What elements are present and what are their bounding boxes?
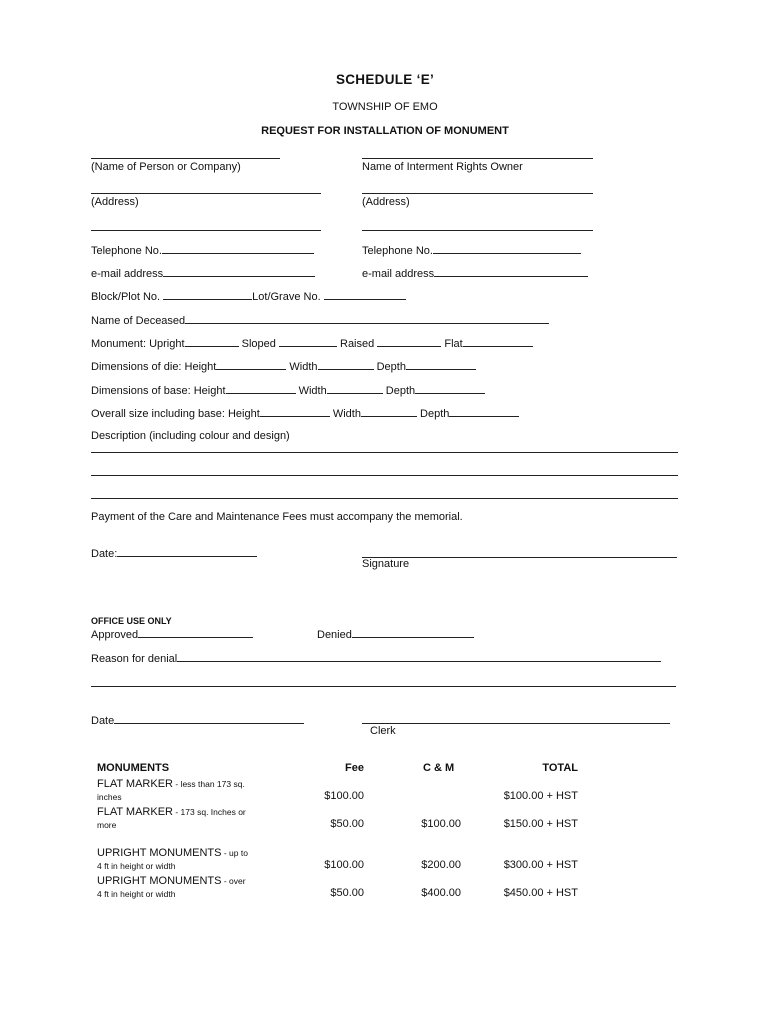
office-use-title: OFFICE USE ONLY — [91, 616, 172, 626]
clerk-line[interactable] — [362, 723, 670, 724]
description-label: Description (including colour and design) — [91, 430, 290, 442]
approved-input[interactable] — [138, 627, 253, 638]
total-cell: $100.00 + HST — [503, 790, 578, 802]
office-date-field[interactable] — [91, 713, 304, 727]
raised-label: Raised — [340, 338, 375, 350]
fee-cell: $100.00 — [324, 790, 364, 802]
overall-size-row — [91, 406, 519, 420]
owner-address-line-2[interactable] — [362, 230, 593, 231]
deceased-label: Name of Deceased — [91, 315, 186, 327]
denied-input[interactable] — [352, 627, 474, 638]
monument-detail-cont: more — [97, 820, 117, 830]
owner-address-label: (Address) — [362, 196, 410, 208]
monument-detail: - up to — [221, 848, 248, 858]
deceased-input[interactable] — [185, 313, 549, 324]
applicant-address-label: (Address) — [91, 196, 139, 208]
col-header-fee: Fee — [345, 762, 364, 774]
applicant-email-label: e-mail address — [91, 268, 164, 280]
approved-field[interactable] — [91, 627, 253, 641]
form-title: SCHEDULE ‘E’ — [335, 72, 435, 87]
approved-label: Approved — [91, 629, 139, 641]
description-line-1[interactable] — [91, 452, 678, 453]
overall-height-label: Overall size including base: Height — [91, 408, 260, 420]
table-row — [97, 778, 245, 790]
total-cell: $300.00 + HST — [503, 859, 578, 871]
applicant-address-line-2[interactable] — [91, 230, 321, 231]
owner-email-field[interactable] — [362, 266, 588, 280]
deceased-row — [91, 313, 549, 327]
township-name: TOWNSHIP OF EMO — [332, 101, 438, 113]
monument-detail-cont: inches — [97, 792, 122, 802]
owner-telephone-label: Telephone No. — [362, 245, 433, 257]
reason-label: Reason for denial — [91, 653, 178, 665]
date-label: Date: — [91, 548, 118, 560]
die-height-input[interactable] — [216, 359, 286, 370]
base-dimensions-row — [91, 383, 485, 397]
lot-grave-label: Lot/Grave No. — [252, 291, 321, 303]
overall-height-input[interactable] — [260, 406, 330, 417]
col-header-monuments: MONUMENTS — [97, 762, 170, 774]
monument-detail: - over — [221, 876, 246, 886]
owner-name-label: Name of Interment Rights Owner — [362, 161, 523, 173]
office-date-label: Date — [91, 715, 115, 727]
flat-input[interactable] — [463, 336, 533, 347]
fee-cell: $50.00 — [330, 818, 364, 830]
owner-name-line[interactable] — [362, 158, 593, 159]
die-width-input[interactable] — [318, 359, 374, 370]
monument-upright-label: Monument: Upright — [91, 338, 185, 350]
reason-line-2[interactable] — [91, 686, 676, 687]
base-height-label: Dimensions of base: Height — [91, 385, 226, 397]
die-depth-label: Depth — [376, 361, 406, 373]
base-depth-label: Depth — [385, 385, 416, 397]
clerk-label: Clerk — [370, 725, 396, 737]
date-field[interactable] — [91, 546, 257, 560]
monument-detail: - 173 sq. Inches or — [173, 807, 246, 817]
die-height-label: Dimensions of die: Height — [91, 361, 217, 373]
reason-field[interactable] — [91, 651, 661, 665]
total-cell: $450.00 + HST — [503, 887, 578, 899]
owner-email-input[interactable] — [434, 266, 588, 277]
raised-input[interactable] — [377, 336, 441, 347]
applicant-name-line[interactable] — [91, 158, 280, 159]
applicant-address-line[interactable] — [91, 193, 321, 194]
owner-address-line[interactable] — [362, 193, 593, 194]
plot-row — [91, 289, 406, 303]
table-row — [97, 875, 246, 887]
fee-cell: $100.00 — [324, 859, 364, 871]
die-depth-input[interactable] — [406, 359, 476, 370]
applicant-name-label: (Name of Person or Company) — [91, 161, 241, 173]
signature-line[interactable] — [362, 557, 677, 558]
denied-label: Denied — [317, 629, 352, 641]
description-line-2[interactable] — [91, 475, 678, 476]
base-depth-input[interactable] — [415, 383, 485, 394]
base-height-input[interactable] — [226, 383, 296, 394]
monument-name: UPRIGHT MONUMENTS — [97, 847, 222, 859]
reason-input[interactable] — [177, 651, 661, 662]
monument-name: FLAT MARKER — [97, 778, 173, 790]
denied-field[interactable] — [317, 627, 474, 641]
monument-name: FLAT MARKER — [97, 806, 173, 818]
applicant-telephone-input[interactable] — [162, 243, 314, 254]
monument-detail-cont: 4 ft in height or width — [97, 889, 176, 899]
form-heading: REQUEST FOR INSTALLATION OF MONUMENT — [261, 125, 509, 137]
monument-type-row — [91, 336, 533, 350]
owner-email-label: e-mail address — [362, 268, 435, 280]
overall-depth-input[interactable] — [449, 406, 519, 417]
block-plot-label: Block/Plot No. — [91, 291, 161, 303]
lot-grave-input[interactable] — [324, 289, 406, 300]
owner-telephone-field[interactable] — [362, 243, 581, 257]
applicant-telephone-field[interactable] — [91, 243, 314, 257]
cm-cell: $200.00 — [421, 859, 461, 871]
overall-depth-label: Depth — [420, 408, 450, 420]
applicant-email-field[interactable] — [91, 266, 315, 280]
table-row — [97, 806, 246, 818]
applicant-telephone-label: Telephone No. — [91, 245, 162, 257]
applicant-email-input[interactable] — [163, 266, 315, 277]
total-cell: $150.00 + HST — [503, 818, 578, 830]
col-header-cm: C & M — [423, 762, 455, 774]
monument-detail: - less than 173 sq. — [173, 779, 245, 789]
col-header-total: TOTAL — [542, 762, 578, 774]
base-width-input[interactable] — [327, 383, 383, 394]
payment-note: Payment of the Care and Maintenance Fees must accompany the memorial. — [91, 511, 463, 523]
sloped-input[interactable] — [279, 336, 337, 347]
block-plot-input[interactable] — [163, 289, 252, 300]
upright-input[interactable] — [185, 336, 239, 347]
cm-cell: $400.00 — [421, 887, 461, 899]
date-input[interactable] — [117, 546, 257, 557]
flat-label: Flat — [444, 338, 463, 350]
table-row — [97, 847, 248, 859]
die-dimensions-row — [91, 359, 476, 373]
fee-cell: $50.00 — [330, 887, 364, 899]
office-date-input[interactable] — [114, 713, 304, 724]
signature-label: Signature — [362, 558, 410, 570]
description-line-3[interactable] — [91, 498, 678, 499]
overall-width-input[interactable] — [361, 406, 417, 417]
sloped-label: Sloped — [241, 338, 276, 350]
base-width-label: Width — [298, 385, 327, 397]
owner-telephone-input[interactable] — [433, 243, 581, 254]
monument-detail-cont: 4 ft in height or width — [97, 861, 176, 871]
monument-name: UPRIGHT MONUMENTS — [97, 875, 222, 887]
die-width-label: Width — [289, 361, 318, 373]
overall-width-label: Width — [332, 408, 361, 420]
cm-cell: $100.00 — [421, 818, 461, 830]
